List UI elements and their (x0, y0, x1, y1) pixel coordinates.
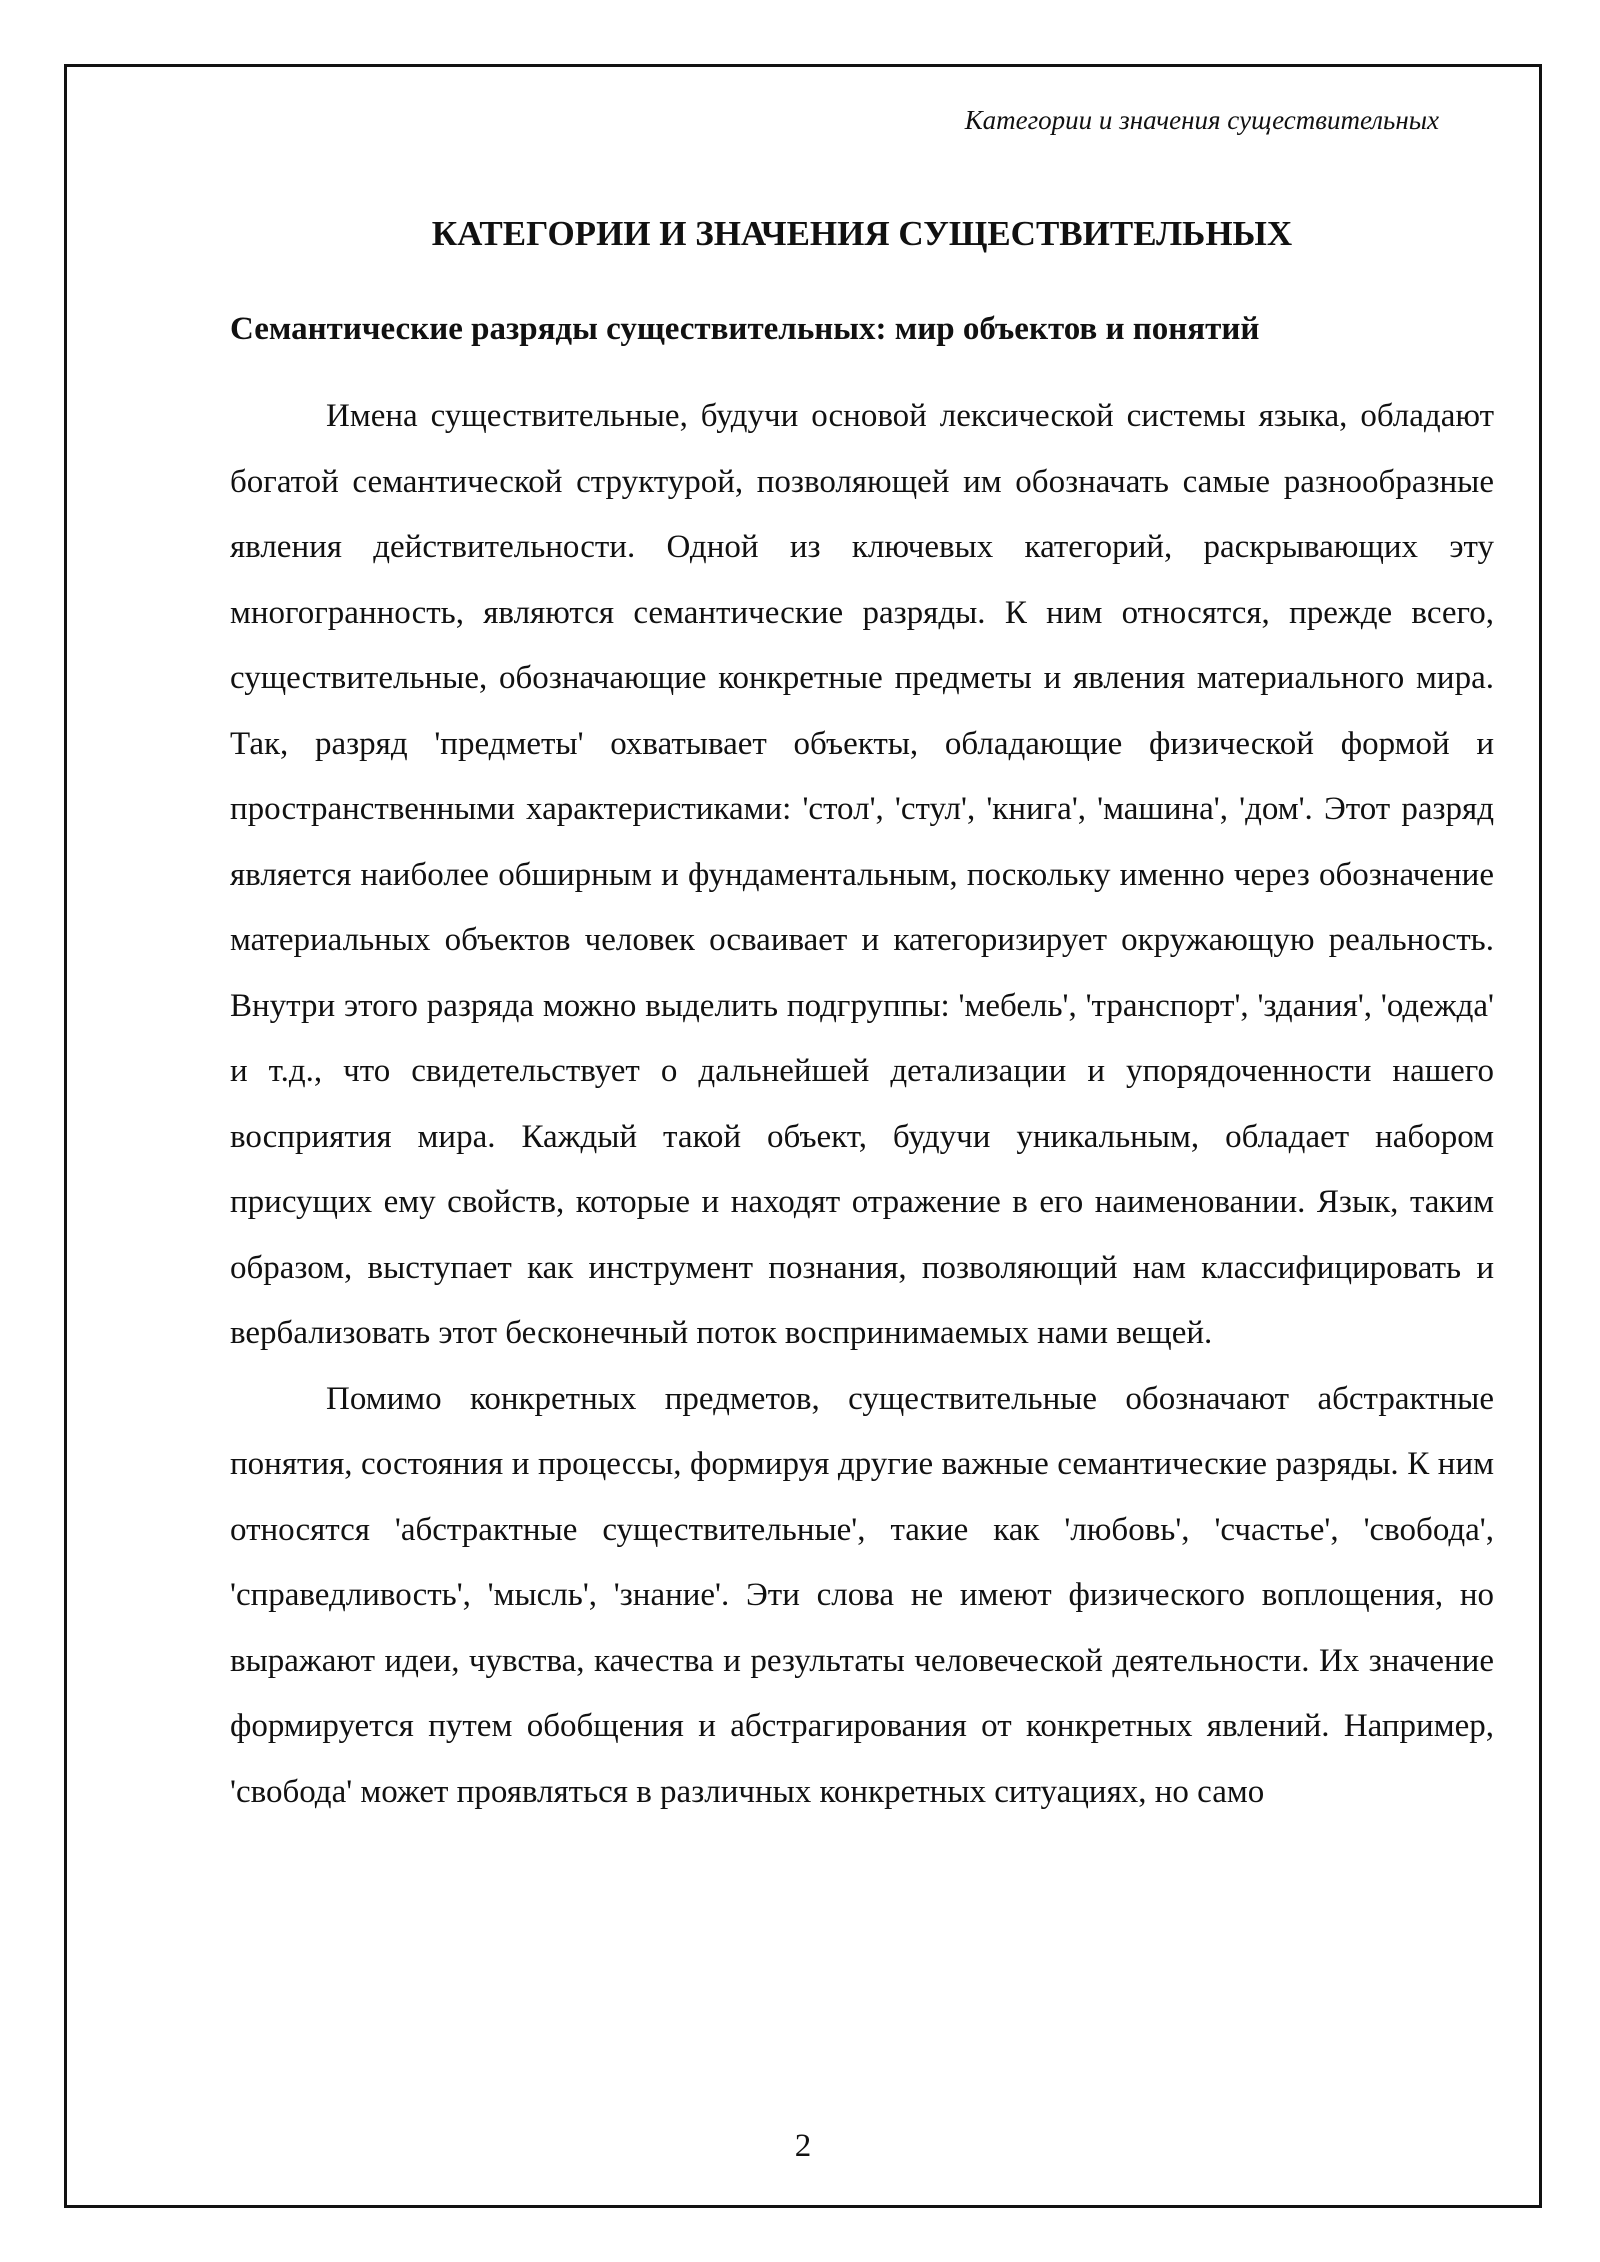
document-title: КАТЕГОРИИ И ЗНАЧЕНИЯ СУЩЕСТВИТЕЛЬНЫХ (431, 214, 1293, 253)
page-frame (64, 64, 1542, 2208)
page-content (230, 211, 1494, 1825)
body-paragraph: Помимо конкретных предметов, существительные обозначают абстрактные понятия, состояния и процессы, формируя другие важные семантические разряды. К ним относятся 'абстрактные существительные', такие как 'любовь', 'счастье', 'свобода', 'справедливость', 'мысль', 'знание'. Эти слова не имеют физического воплощения, но выражают идеи, чувства, качества и результаты человеческой деятельности. Их значение формируется путем обобщения и абстрагирования от конкретных явлений. Например, 'свобода' может проявляться в различных конкретных ситуациях, но само (230, 1380, 1494, 1810)
section-heading: Семантические разряды существительных: мир объектов и понятий (230, 311, 1260, 347)
page-number: 2 (794, 2128, 812, 2164)
body-paragraph: Имена существительные, будучи основой лексической системы языка, обладают богатой семантической структурой, позволяющей им обозначать самые разнообразные явления действительности. Одной из ключевых категорий, раскрывающих эту многогранность, являются семантические разряды. К ним относятся, прежде всего, существительные, обозначающие конкретные предметы и явления материального мира. Так, разряд 'предметы' охватывает объекты, обладающие физической формой и пространственными характеристиками: 'стол', 'стул', 'книга', 'машина', 'дом'. Этот разряд является наиболее обширным и фундаментальным, поскольку именно через обозначение материальных объектов человек осваивает и категоризирует окружающую реальность. Внутри этого разряда можно выделить подгруппы: 'мебель', 'транспорт', 'здания', 'одежда' и т.д., что свидетельствует о дальнейшей детализации и упорядоченности нашего восприятия мира. Каждый такой объект, будучи уникальным, обладает набором присущих ему свойств, которые и находят отражение в его наименовании. Язык, таким образом, выступает как инструмент познания, позволяющий нам классифицировать и вербализовать этот бесконечный поток воспринимаемых нами вещей. (230, 398, 1494, 1351)
running-header: Категории и значения существительных (964, 105, 1439, 135)
